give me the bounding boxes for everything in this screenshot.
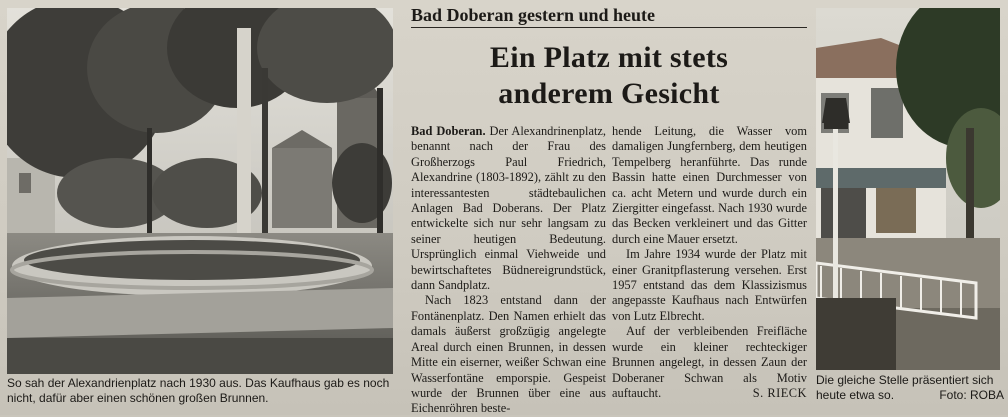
photo-caption-right-text: Die gleiche Stelle präsentiert sich heute etwa so. bbox=[816, 373, 994, 402]
author-byline: S. RIECK bbox=[752, 385, 807, 400]
article-paragraph: Im Jahre 1934 wurde der Platz mit einer Granitpflasterung versehen. Erst 1957 entstand das dem Klassizismus angepasste Kaufhaus nach Entwürfen von Lutz Elbrecht. bbox=[612, 247, 807, 323]
article-paragraph: hende Leitung, die Wasser vom damaligen Jungfernberg, dem heutigen Tempelberg heranführte. Das runde Bassin hatte einen Durchmesser von ca. acht Metern und wurde durch ein Ziergitter eingefasst. Nach 1930 wurde das Becken verkleinert und das Gitter durch eine Mauer ersetzt. bbox=[612, 124, 807, 246]
article-paragraph-text: Auf der verbleibenden Freifläche wurde ein kleiner rechteckiger Brunnen angelegt, in dessen Zaun der Doberaner Schwan als Motiv auftaucht. bbox=[612, 324, 807, 400]
photo-credit: Foto: ROBA bbox=[939, 388, 1004, 402]
headline-line-1: Ein Platz mit stets bbox=[489, 41, 729, 74]
section-kicker: Bad Doberan gestern und heute bbox=[411, 4, 807, 28]
historic-photo bbox=[7, 8, 393, 374]
modern-photo bbox=[816, 8, 1000, 370]
article-column-1 bbox=[411, 124, 606, 417]
article-paragraph bbox=[411, 124, 606, 293]
photo-caption-left: So sah der Alexandrienplatz nach 1930 aus. Das Kaufhaus gab es noch nicht, dafür aber einen schönen großen Brunnen. bbox=[7, 376, 390, 405]
article-column-2 bbox=[612, 124, 807, 401]
article-paragraph bbox=[612, 324, 807, 401]
headline-line-2: anderem Gesicht bbox=[498, 77, 720, 110]
article-dateline: Bad Doberan. bbox=[411, 124, 486, 138]
headline bbox=[411, 40, 807, 112]
article-paragraph-text: Der Alexandrinenplatz, benannt nach der Frau des Großherzogs Paul Friedrich, Alexandrine (1803-1892), zählt zu den interessantesten städtebaulichen Anlagen Bad Doberans. Der Platz entwickelte sich nur sehr langsam zu seiner heutigen Bedeutung. Ursprünglich einmal Viehweide und bewirtschaftetes Büdnereigrundstück, dann Sandplatz. bbox=[411, 124, 606, 293]
photo-caption-right bbox=[816, 373, 1004, 403]
article-paragraph: Nach 1823 entstand dann der Fontänenplatz. Den Namen erhielt das damals äußerst großzügig angelegte Areal durch einen Brunnen, in dessen Mitte ein eiserner, weißer Schwan eine Wasserfontäne emporspie. Gespeist wurde der Brunnen über eine aus Eichenröhren beste- bbox=[411, 293, 606, 416]
